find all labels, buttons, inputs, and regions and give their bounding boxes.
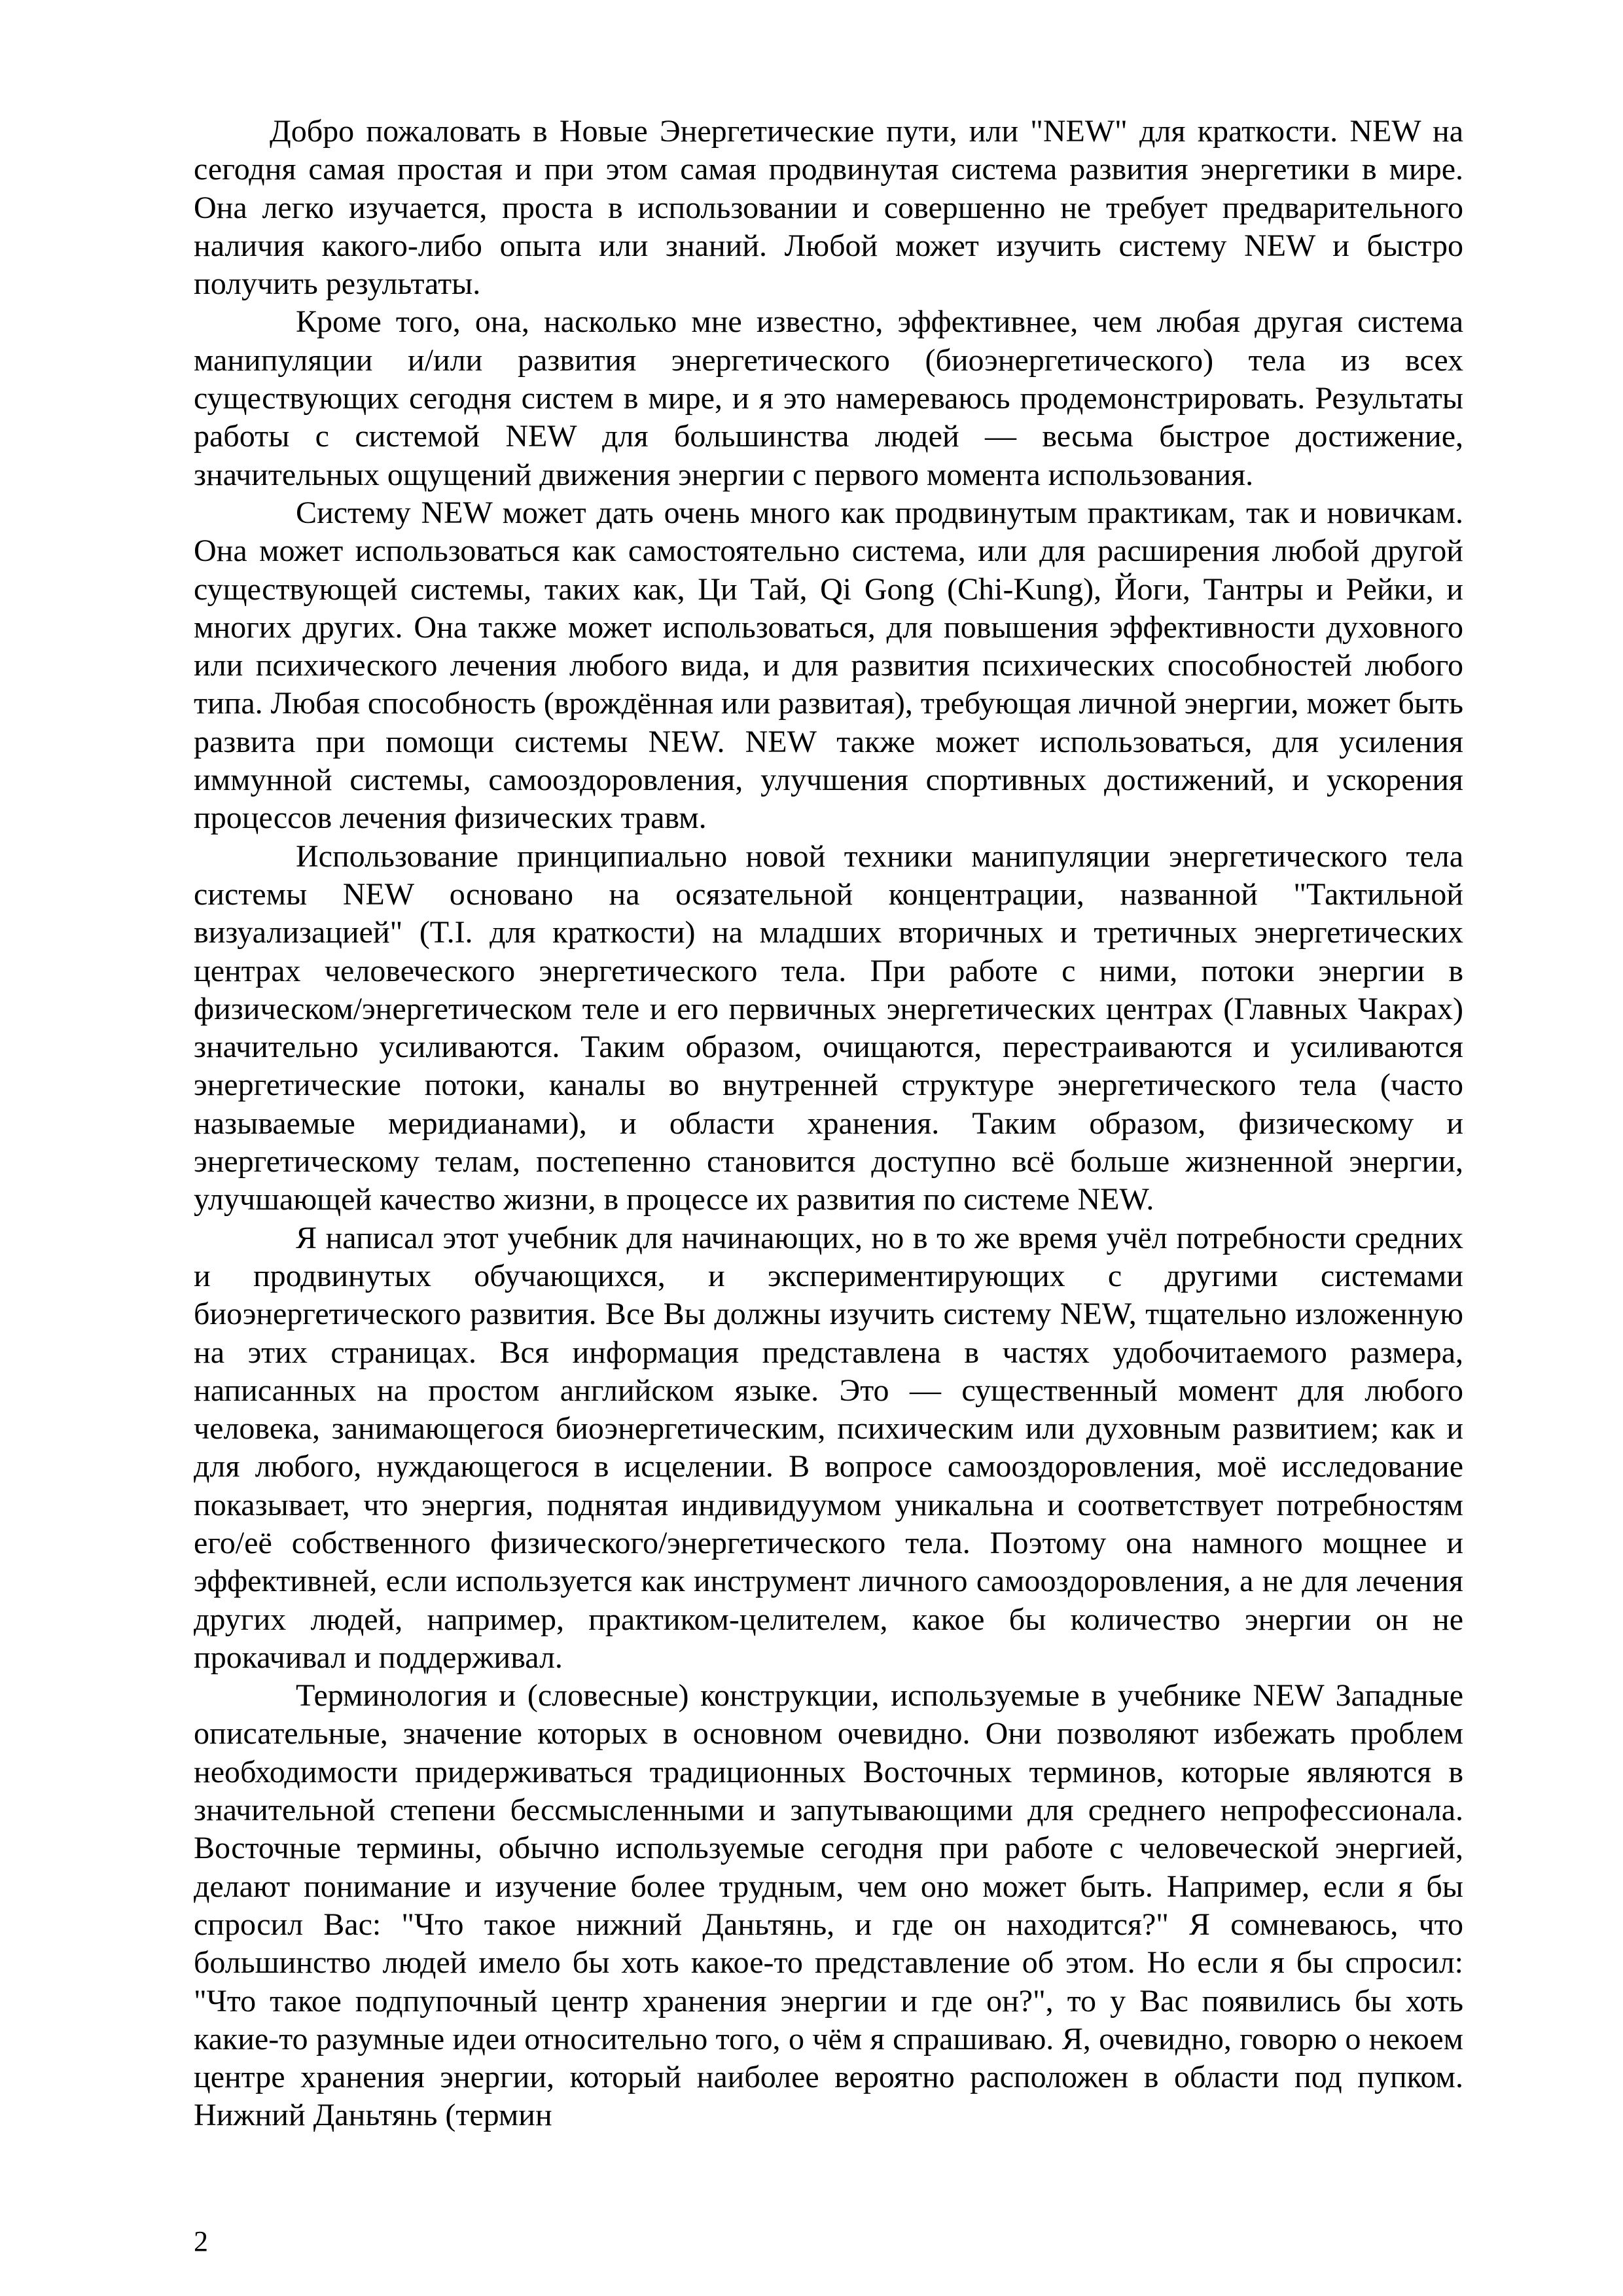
paragraph-terminology: Терминология и (словесные) конструкции, используемые в учебнике NEW Западные описательные, значение которых в основном очевидно. Они позволяют избежать проблем необходимости придерживаться традиционных Восточных терминов, которые являются в значительной степени бессмысленными и запутывающими для среднего непрофессионала. Восточные термины, обычно используемые сегодня при работе с человеческой энергией, делают понимание и изучение более трудным, чем оно может быть. Например, если я бы спросил Вас: "Что такое нижний Даньтянь, и где он находится?" Я сомневаюсь, что большинство людей имело бы хоть какое-то представление об этом. Но если я бы спросил: "Что такое подпупочный центр хранения энергии и где он?", то у Вас появились бы хоть какие-то разумные идеи относительно того, о чём я спрашиваю. Я, очевидно, говорю о некоем центре хранения энергии, который наиболее вероятно расположен в области под пупком. Нижний Даньтянь (термин xyxy=(194,1678,1463,2133)
page-body xyxy=(194,113,1463,2135)
paragraph-intro: Добро пожаловать в Новые Энергетические пути, или "NEW" для краткости. NEW на сегодня самая простая и при этом самая продвинутая система развития энергетики в мире. Она легко изучается, проста в использовании и совершенно не требует предварительного наличия какого-либо опыта или знаний. Любой может изучить систему NEW и быстро получить результаты. xyxy=(194,114,1463,302)
paragraph-effectiveness: Кроме того, она, насколько мне известно, эффективнее, чем любая другая система манипуляции и/или развития энергетического (биоэнергетического) тела из всех существующих сегодня систем в мире, и я это намереваюсь продемонстрировать. Результаты работы с системой NEW для большинства людей — весьма быстрое достижение, значительных ощущений движения энергии с первого момента использования. xyxy=(194,304,1463,492)
paragraph-applications: Систему NEW может дать очень много как продвинутым практикам, так и новичкам. Она может использоваться как самостоятельно система, или для расширения любой другой существующей системы, таких как, Ци Тай, Qi Gong (Chi-Kung), Йоги, Тантры и Рейки, и многих других. Она также может использоваться, для повышения эффективности духовного или психического лечения любого вида, и для развития психических способностей любого типа. Любая способность (врождённая или развитая), требующая личной энергии, может быть развита при помощи системы NEW. NEW также может использоваться, для усиления иммунной системы, самооздоровления, улучшения спортивных достижений, и ускорения процессов лечения физических травм. xyxy=(194,495,1463,836)
page-number: 2 xyxy=(194,2225,208,2257)
paragraph-audience: Я написал этот учебник для начинающих, но в то же время учёл потребности средних и продвинутых обучающихся, и экспериментирующих с другими системами биоэнергетического развития. Все Вы должны изучить систему NEW, тщательно изложенную на этих страницах. Вся информация представлена в частях удобочитаемого размера, написанных на простом английском языке. Это — существенный момент для любого человека, занимающегося биоэнергетическим, психическим или духовным развитием; как и для любого, нуждающегося в исцелении. В вопросе самооздоровления, моё исследование показывает, что энергия, поднятая индивидуумом уникальна и соответствует потребностям его/её собственного физического/энергетического тела. Поэтому она намного мощнее и эффективней, если используется как инструмент личного самооздоровления, а не для лечения других людей, например, практиком-целителем, какое бы количество энергии он не прокачивал и поддерживал. xyxy=(194,1220,1463,1675)
paragraph-tactile-imaging: Использование принципиально новой техники манипуляции энергетического тела системы NEW основано на осязательной концентрации, названной "Тактильной визуализацией" (T.I. для краткости) на младших вторичных и третичных энергетических центрах человеческого энергетического тела. При работе с ними, потоки энергии в физическом/энергетическом теле и его первичных энергетических центрах (Главных Чакрах) значительно усиливаются. Таким образом, очищаются, перестраиваются и усиливаются энергетические потоки, каналы во внутренней структуре энергетического тела (часто называемые меридианами), и области хранения. Таким образом, физическому и энергетическому телам, постепенно становится доступно всё больше жизненной энергии, улучшающей качество жизни, в процессе их развития по системе NEW. xyxy=(194,838,1463,1217)
